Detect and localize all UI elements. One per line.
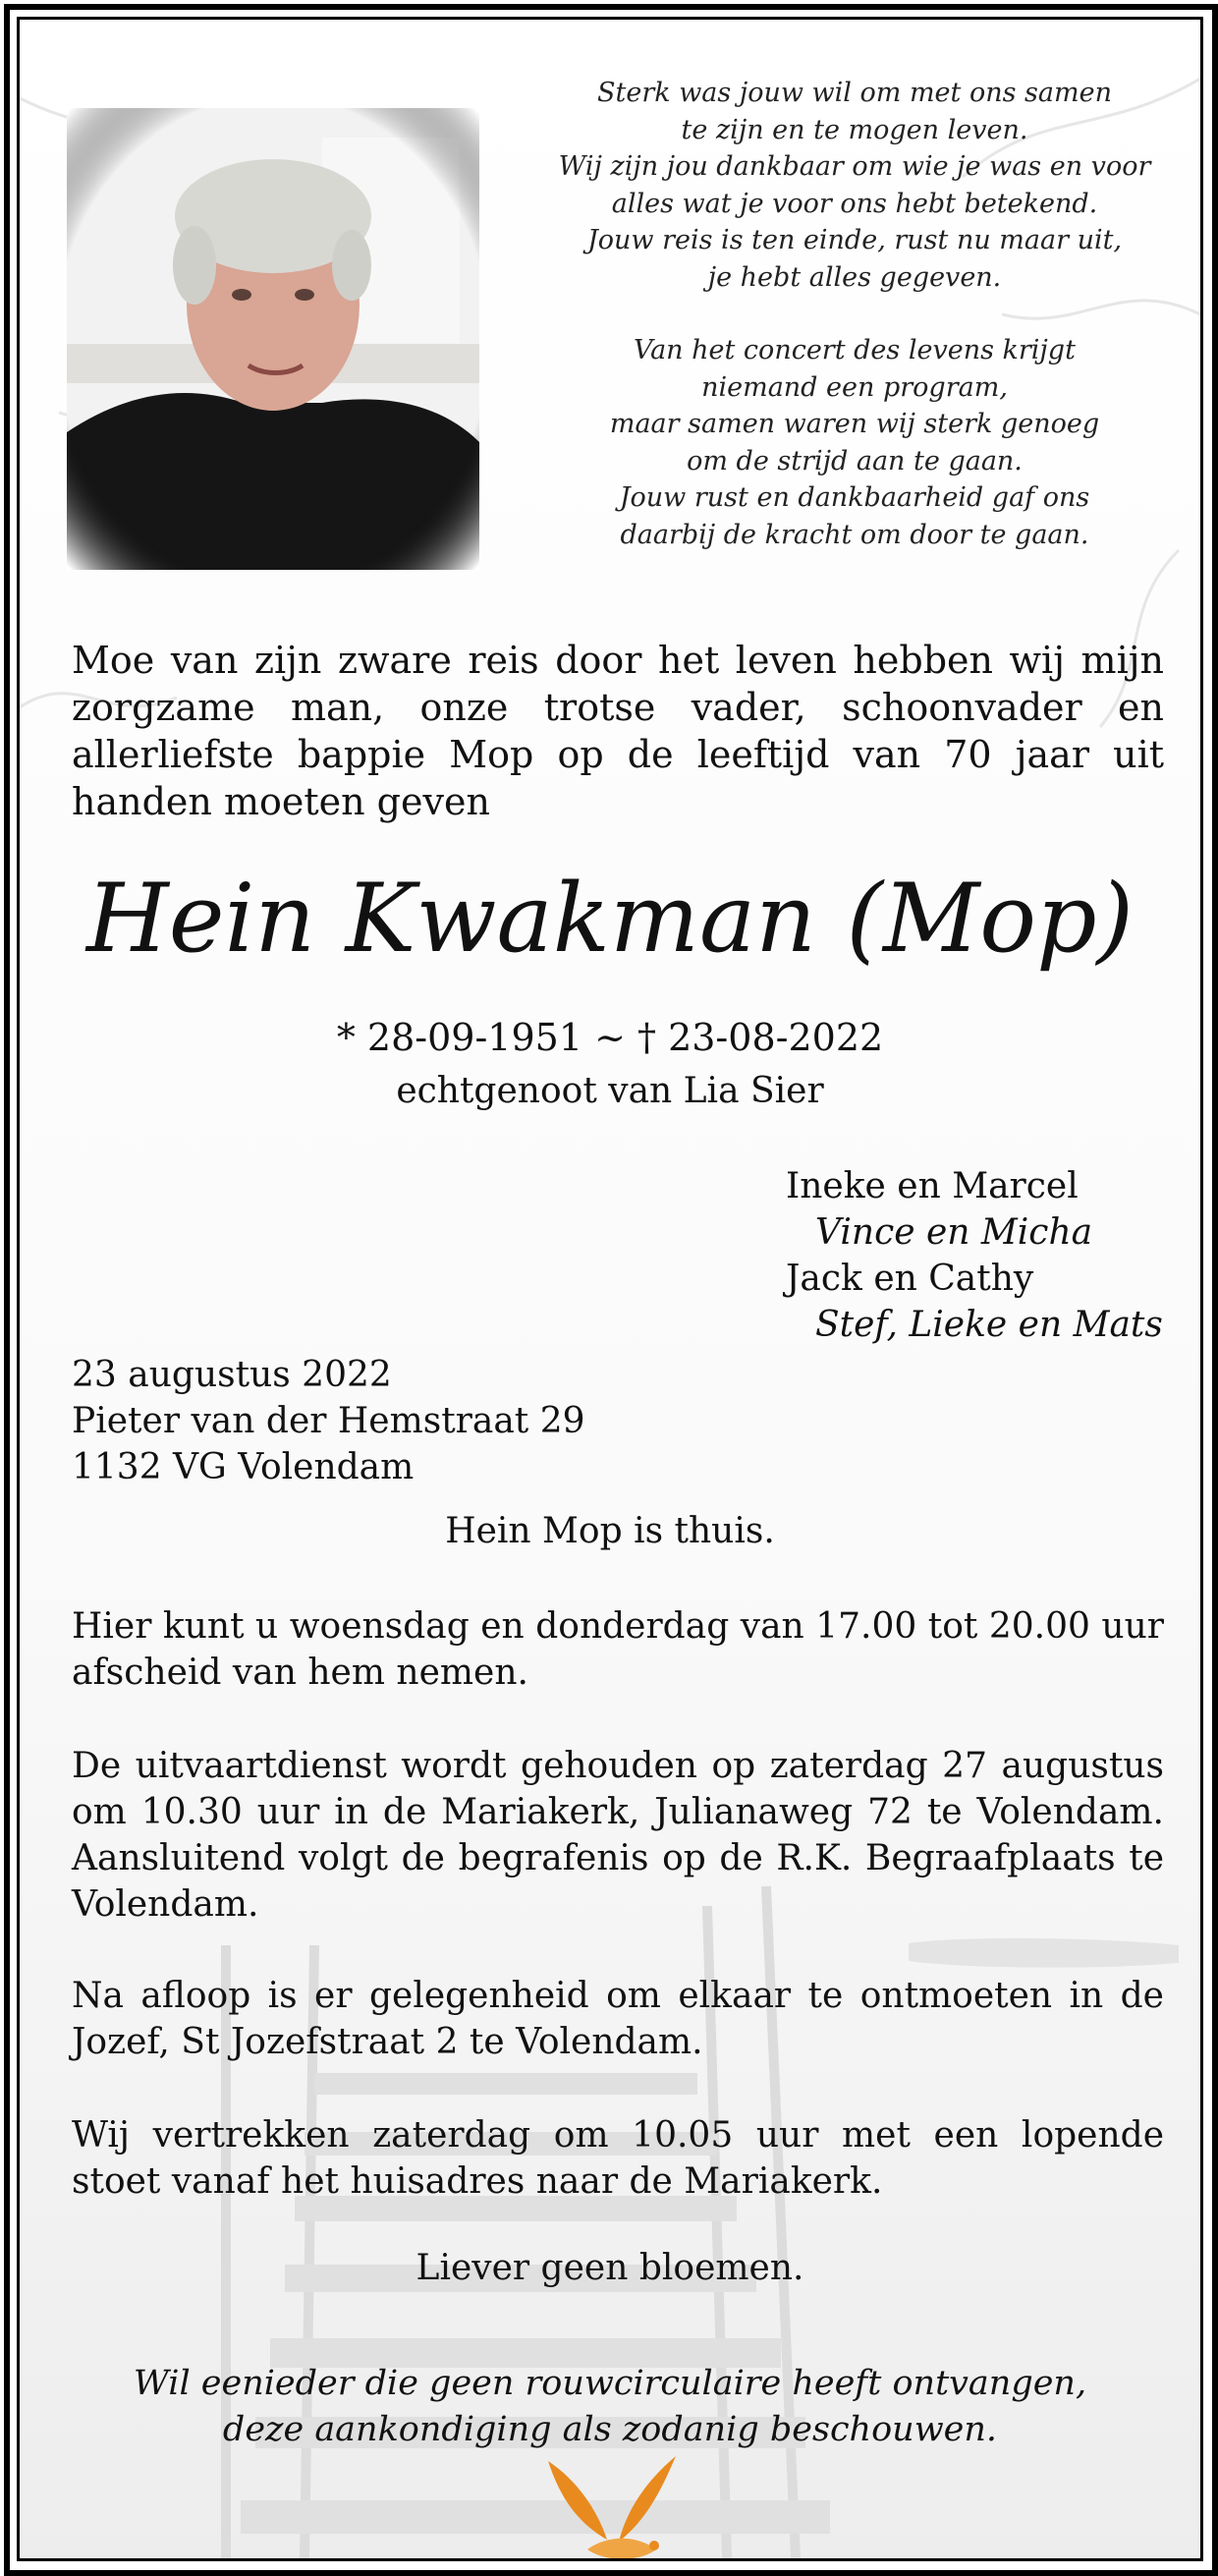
poem-line: Wij zijn jou dankbaar om wie je was en voor bbox=[558, 151, 1151, 182]
ontmoeten-paragraph: Na afloop is er gelegenheid om elkaar te ontmoeten in de Jozef, St Jozefstraat 2 te Volendam. bbox=[72, 1976, 1164, 2062]
family-member-grandchildren: Vince en Micha bbox=[815, 1212, 1093, 1253]
family-member: Jack en Cathy bbox=[786, 1259, 1034, 1299]
poem-line: maar samen waren wij sterk genoeg bbox=[609, 409, 1100, 439]
poem-line: Sterk was jouw wil om met ons samen bbox=[597, 78, 1112, 108]
poem-line: niemand een program, bbox=[701, 371, 1008, 403]
closing-note bbox=[20, 2361, 1200, 2453]
closing-line: Wil eenieder die geen rouwcirculaire heeft ontvangen, bbox=[133, 2364, 1087, 2403]
portrait-photo bbox=[67, 108, 479, 570]
family-member-grandchildren: Stef, Lieke en Mats bbox=[815, 1305, 1163, 1345]
spouse-line: echtgenoot van Lia Sier bbox=[396, 1071, 824, 1111]
poem-line: je hebt alles gegeven. bbox=[707, 261, 1002, 293]
dove-icon bbox=[528, 2451, 705, 2561]
address-street: Pieter van der Hemstraat 29 bbox=[72, 1401, 585, 1441]
thuis-line: Hein Mop is thuis. bbox=[445, 1511, 775, 1551]
poem-line: alles wat je voor ons hebt betekend. bbox=[611, 188, 1098, 219]
family-member: Ineke en Marcel bbox=[786, 1166, 1079, 1206]
address-block bbox=[72, 1352, 585, 1490]
deceased-name-text: Hein Kwakman (Mop) bbox=[86, 864, 1134, 974]
address-city: 1132 VG Volendam bbox=[72, 1447, 415, 1487]
poem-line: daarbij de kracht om door te gaan. bbox=[620, 519, 1089, 550]
poem-line: om de strijd aan te gaan. bbox=[687, 445, 1023, 476]
poem-line: Jouw rust en dankbaarheid gaf ons bbox=[619, 482, 1090, 513]
poem bbox=[530, 75, 1179, 553]
stoet-paragraph: Wij vertrekken zaterdag om 10.05 uur met een lopende stoet vanaf het huisadres naar de Mariakerk. bbox=[72, 2115, 1164, 2202]
dienst-paragraph: De uitvaartdienst wordt gehouden op zaterdag 27 augustus om 10.30 uur in de Mariakerk, Julianaweg 72 te Volendam. Aansluitend volgt de begrafenis op de R.K. Begraafplaats te Volendam. bbox=[72, 1746, 1164, 1925]
poem-line: Jouw reis is ten einde, rust nu maar uit, bbox=[586, 225, 1123, 255]
deceased-name bbox=[20, 835, 1200, 1012]
afscheid-paragraph: Hier kunt u woensdag en donderdag van 17.00 tot 20.00 uur afscheid van hem nemen. bbox=[72, 1606, 1164, 1693]
bloemen-line: Liever geen bloemen. bbox=[415, 2248, 804, 2288]
address-date: 23 augustus 2022 bbox=[72, 1355, 392, 1395]
inner-border bbox=[17, 17, 1203, 2561]
intro-text: Moe van zijn zware reis door het leven hebben wij mijn zorgzame man, onze trotse vader, schoonvader en allerliefste bappie Mop op de leeftijd van 70 jaar uit handen moeten geven bbox=[72, 639, 1164, 823]
life-dates: * 28-09-1951 ~ † 23-08-2022 bbox=[336, 1016, 884, 1059]
poem-line: Van het concert des levens krijgt bbox=[634, 335, 1076, 365]
poem-line: te zijn en te mogen leven. bbox=[681, 114, 1028, 145]
closing-line: deze aankondiging als zodanig beschouwen. bbox=[222, 2410, 998, 2449]
